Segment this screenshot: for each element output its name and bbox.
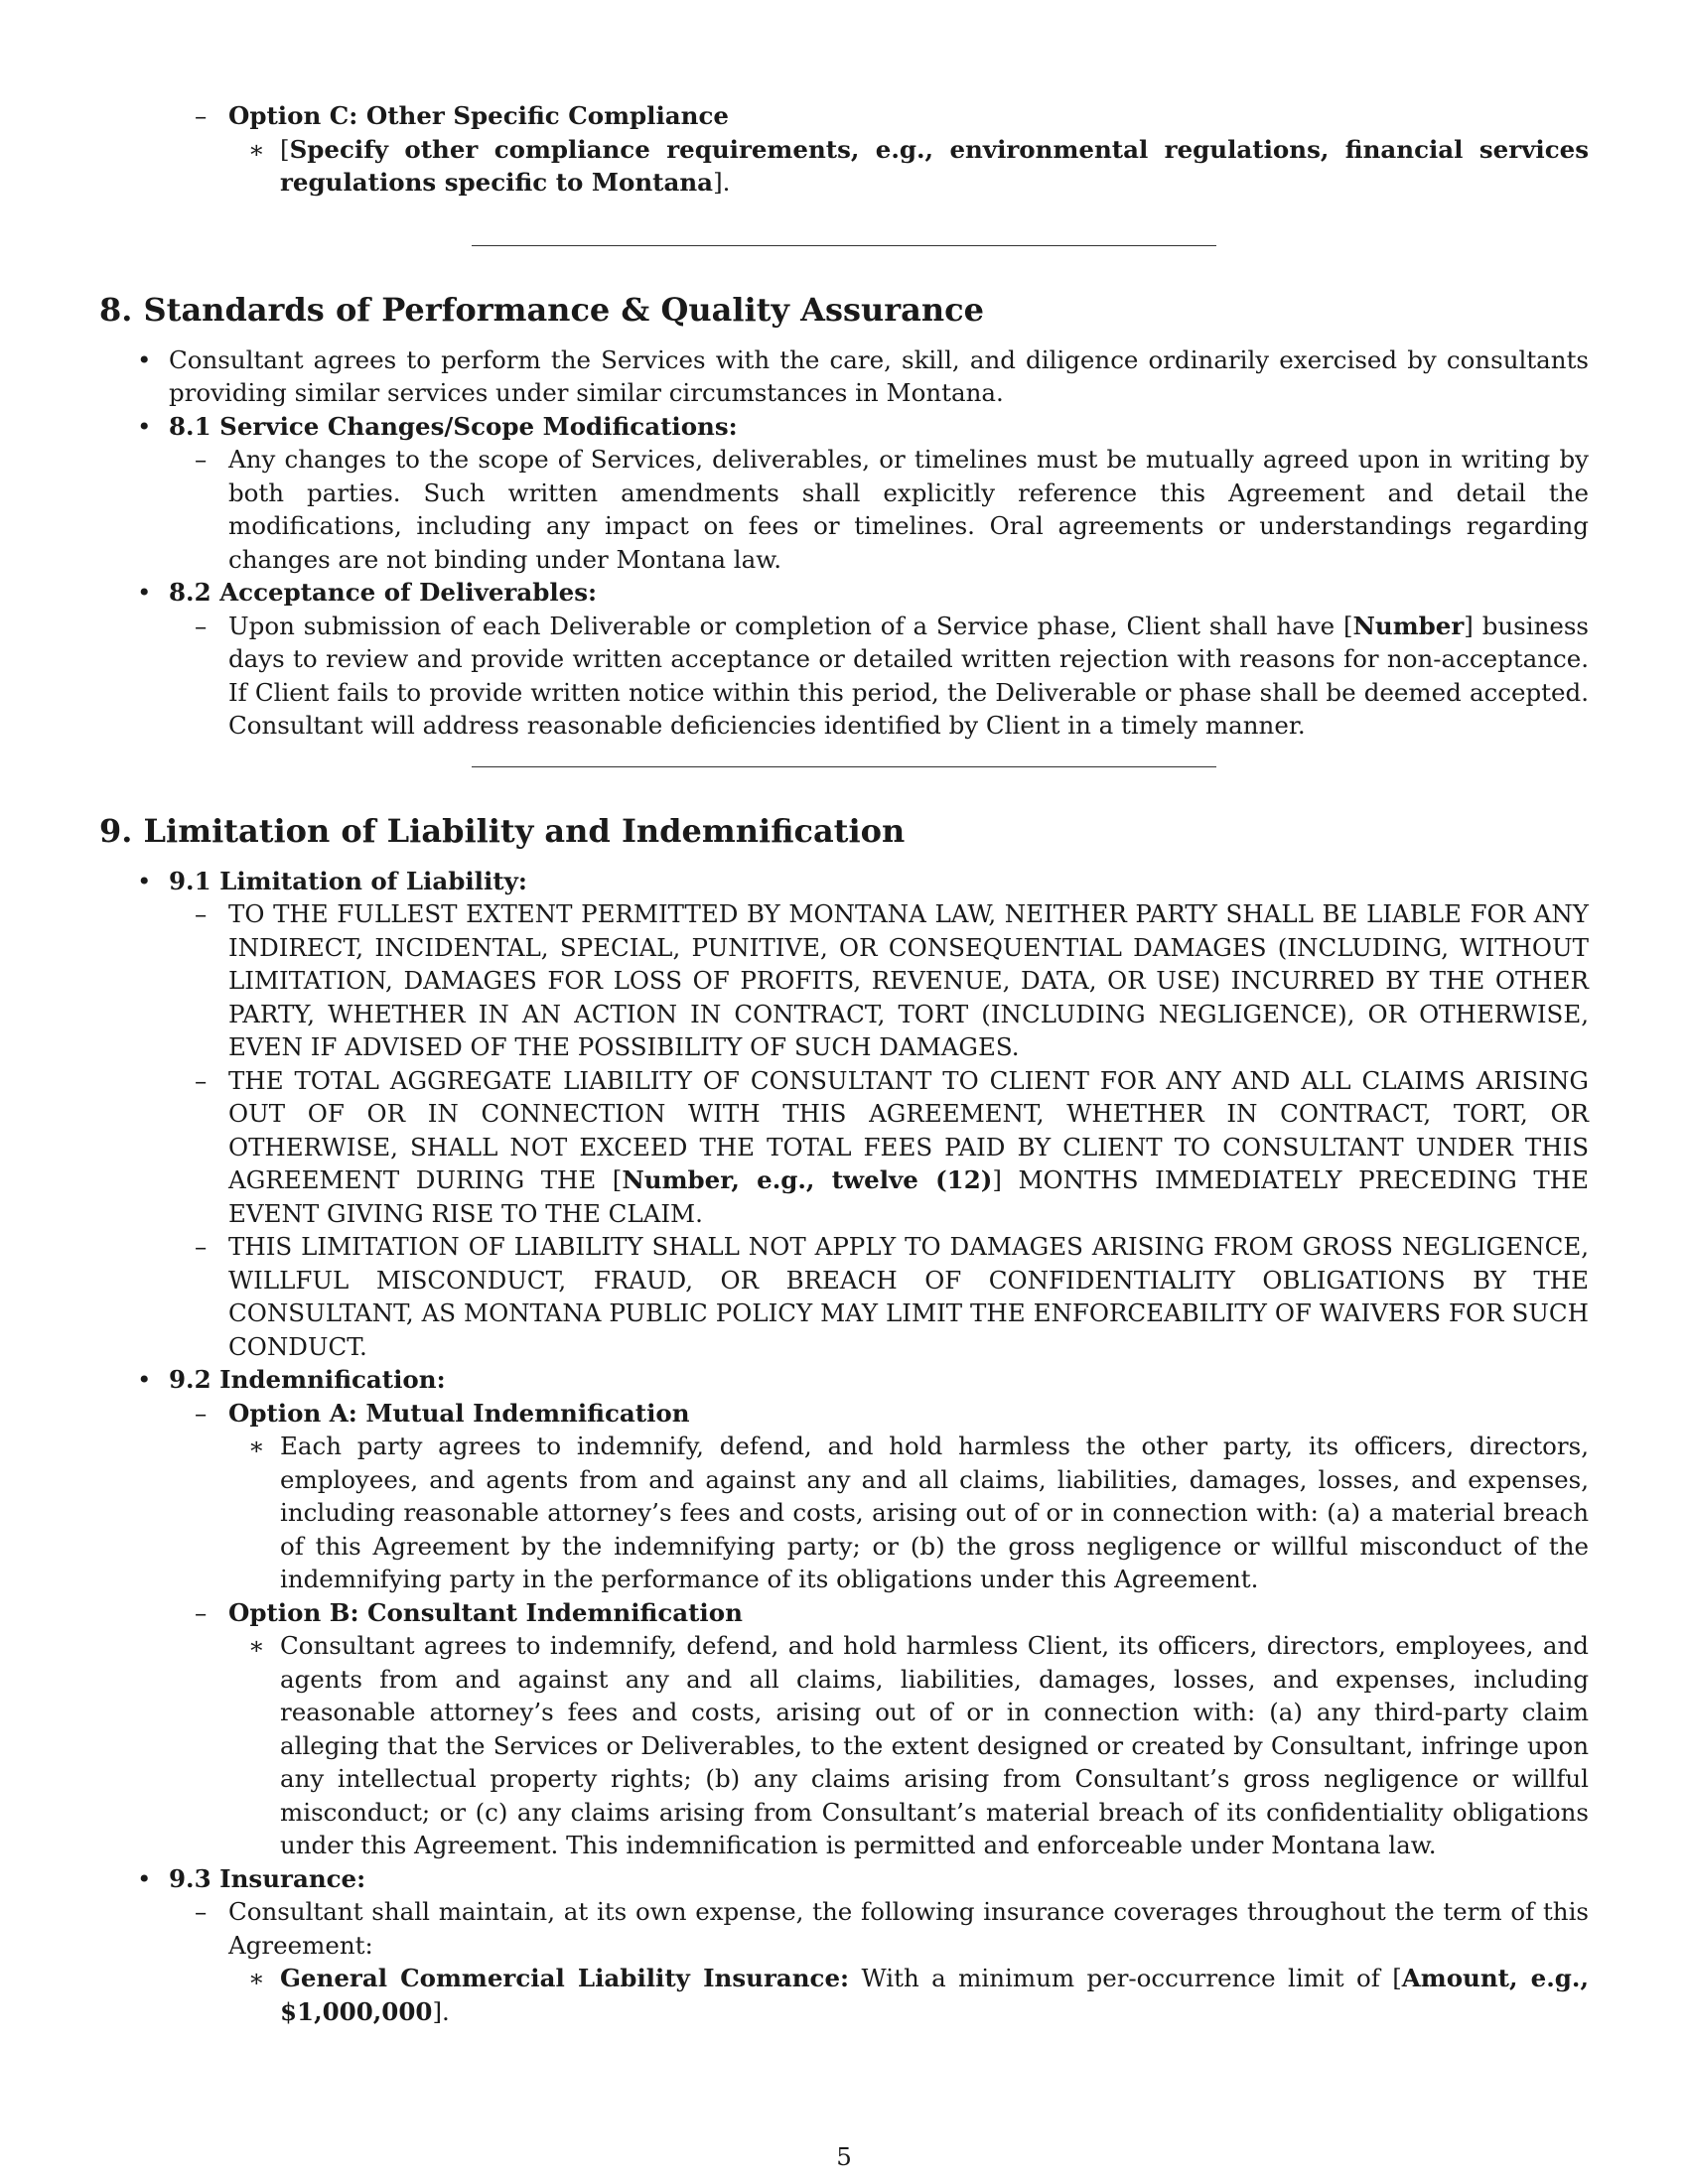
section-8-1-title: • 8.1 Service Changes/Scope Modifications: (99, 410, 1589, 444)
document-page (99, 99, 1589, 2028)
dash-marker: – (195, 1232, 208, 1261)
star-marker: ∗ (248, 1631, 265, 1660)
dash-marker: – (195, 899, 208, 928)
section-9-1-para-1: – TO THE FULLEST EXTENT PERMITTED BY MONTANA LAW, NEITHER PARTY SHALL BE LIABLE FOR ANY INDIRECT, INCIDENTAL, SPECIAL, PUNITIVE, OR CONSEQUENTIAL DAMAGES (INCLUDING, WITHOUT LIMITATION, DAMAGES FOR LOSS OF PROFITS, REVENUE, DATA, OR USE) INCURRED BY THE OTHER PARTY, WHETHER IN AN ACTION IN CONTRACT, TORT (INCLUDING NEGLIGENCE), OR OTHERWISE, EVEN IF ADVISED OF THE POSSIBILITY OF SUCH DAMAGES. (195, 899, 1589, 1061)
star-marker: ∗ (248, 1432, 265, 1460)
option-b-title: – Option B: Consultant Indemnification (99, 1596, 1589, 1630)
bullet-marker: • (137, 1365, 152, 1394)
section-9-1-para-2: – THE TOTAL AGGREGATE LIABILITY OF CONSULTANT TO CLIENT FOR ANY AND ALL CLAIMS ARISING OUT OF OR IN CONNECTION WITH THIS AGREEMENT, WHETHER IN CONTRACT, TORT, OR OTHERWISE, SHALL NOT EXCEED THE TOTAL FEES PAID BY CLIENT TO CONSULTANT UNDER THIS AGREEMENT DURING THE [Number, e.g., twelve (12)] MONTHS IMMEDIATELY PRECEDING THE EVENT GIVING RISE TO THE CLAIM. (195, 1065, 1589, 1228)
section-divider (472, 766, 1216, 767)
option-a-title: – Option A: Mutual Indemnification (99, 1397, 1589, 1431)
page-number: 5 (836, 2142, 852, 2171)
star-marker: ∗ (248, 134, 265, 164)
section-8-heading: 8. Standards of Performance & Quality Assurance (99, 290, 984, 329)
option-c-text: Specify other compliance requirements, e.g., environmental regulations, financial services regulations specific to Montana (280, 134, 1589, 197)
dash-marker: – (195, 1897, 208, 1926)
dash-marker: – (195, 101, 208, 130)
section-9-3-text: – Consultant shall maintain, at its own expense, the following insurance coverages throughout the term of this Agreement: (195, 1897, 1589, 1960)
section-9-2-title: • 9.2 Indemnification: (99, 1363, 1589, 1397)
section-9-1-para-3: – THIS LIMITATION OF LIABILITY SHALL NOT APPLY TO DAMAGES ARISING FROM GROSS NEGLIGENCE, WILLFUL MISCONDUCT, FRAUD, OR BREACH OF CONFIDENTIALITY OBLIGATIONS BY THE CONSULTANT, AS MONTANA PUBLIC POLICY MAY LIMIT THE ENFORCEABILITY OF WAIVERS FOR SUCH CONDUCT. (195, 1232, 1589, 1361)
section-8-1-text: – Any changes to the scope of Services, deliverables, or timelines must be mutually agreed upon in writing by both parties. Such written amendments shall explicitly reference this Agreement and detail the modifications, including any impact on fees or timelines. Oral agreements or understandings regarding changes are not binding under Montana law. (195, 445, 1589, 574)
bullet-marker: • (137, 866, 152, 895)
section-divider (472, 245, 1216, 246)
dash-marker: – (195, 1597, 208, 1627)
general-liability-item: ∗ General Commercial Liability Insurance: With a minimum per-occurrence limit of [Amount, e.g., $1,000,000]. (248, 1964, 1589, 2026)
option-b-text: ∗ Consultant agrees to indemnify, defend, and hold harmless Client, its officers, directors, employees, and agents from and against any and all claims, liabilities, damages, losses, and expenses, including reasonable attorney’s fees and costs, arising out of or in connection with: (a) any third-party claim alleging that the Services or Deliverables, to the extent designed or created by Consultant, infringe upon any intellectual property rights; (b) any claims arising from Consultant’s gross negligence or willful misconduct; or (c) any claims arising from Consultant’s material breach of its confidentiality obligations under this Agreement. This indemnification is permitted and enforceable under Montana law. (248, 1631, 1589, 1859)
option-c-item (99, 99, 1589, 133)
option-c-title: Option C: Other Specific Compliance (228, 101, 729, 130)
section-8-intro: • Consultant agrees to perform the Services with the care, skill, and diligence ordinarily exercised by consultants providing similar services under similar circumstances in Montana. (137, 344, 1589, 407)
section-9-3-title: • 9.3 Insurance: (99, 1862, 1589, 1896)
star-marker: ∗ (248, 1964, 265, 1992)
section-9-1-title: • 9.1 Limitation of Liability: (99, 865, 1589, 898)
dash-marker: – (195, 1065, 208, 1095)
section-8-2-title: • 8.2 Acceptance of Deliverables: (99, 576, 1589, 610)
bullet-marker: • (137, 344, 152, 374)
dash-marker: – (195, 1398, 208, 1428)
dash-marker: – (195, 445, 208, 474)
dash-marker: – (195, 611, 208, 640)
bullet-marker: • (137, 1863, 152, 1893)
option-c-detail: ∗ [Specify other compliance requirements, e.g., environmental regulations, financial services regulations specific to Montana]. (248, 134, 1589, 197)
option-a-text: ∗ Each party agrees to indemnify, defend, and hold harmless the other party, its officers, directors, employees, and agents from and against any and all claims, liabilities, damages, losses, and expenses, including reasonable attorney’s fees and costs, arising out of or in connection with: (a) a material breach of this Agreement by the indemnifying party; or (b) the gross negligence or willful misconduct of the indemnifying party in the performance of its obligations under this Agreement. (248, 1432, 1589, 1593)
section-9-heading: 9. Limitation of Liability and Indemnification (99, 811, 906, 850)
section-8-2-text: – Upon submission of each Deliverable or completion of a Service phase, Client shall have [Number] business days to review and provide written acceptance or detailed written rejection with reasons for non-acceptance. If Client fails to provide written notice within this period, the Deliverable or phase shall be deemed accepted. Consultant will address reasonable deficiencies identified by Client in a timely manner. (195, 611, 1589, 740)
bullet-marker: • (137, 411, 152, 441)
bullet-marker: • (137, 578, 152, 607)
